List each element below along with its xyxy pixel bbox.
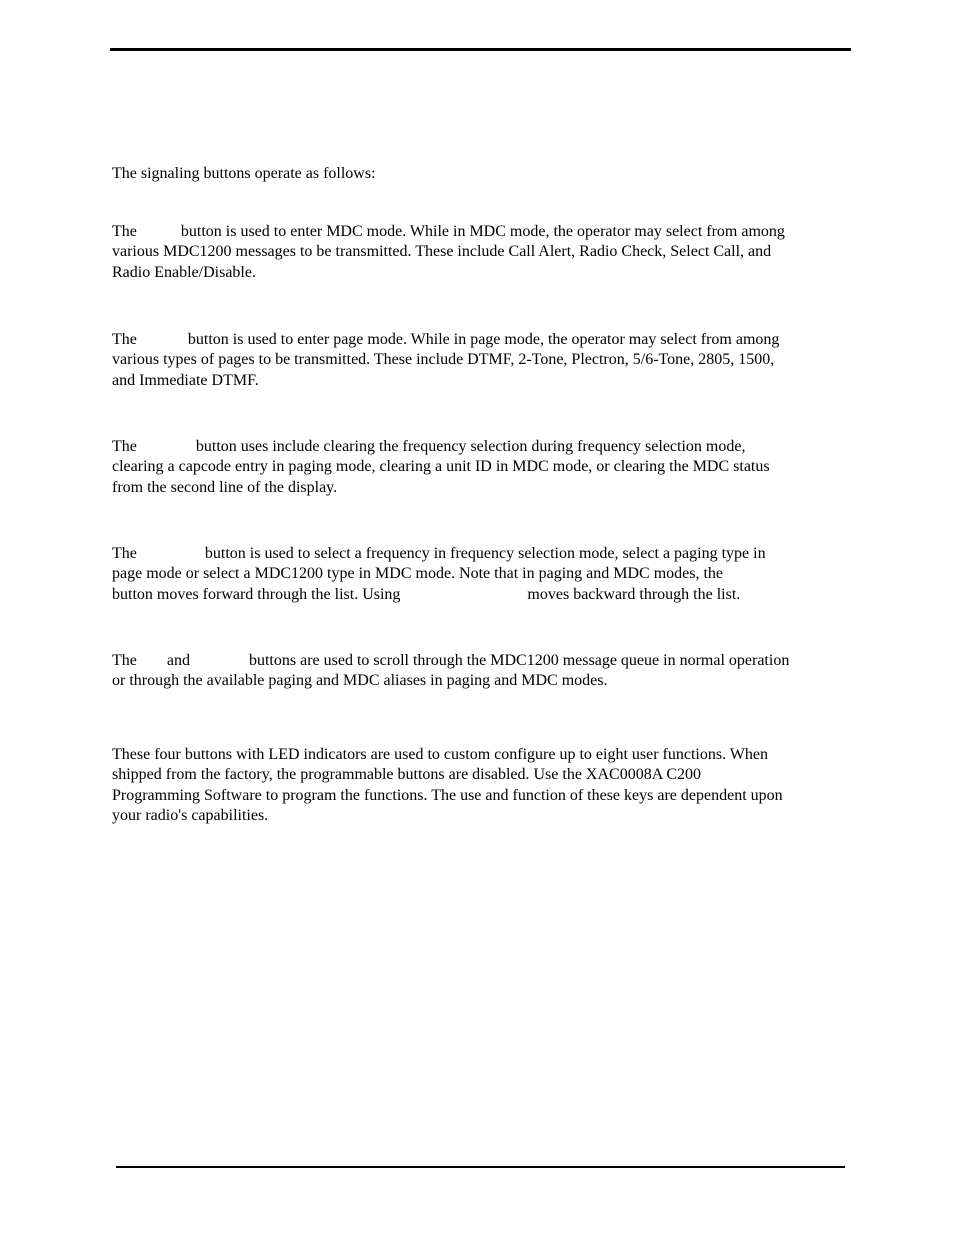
- clear-button-paragraph: The button uses include clearing the frequency selection during frequency selection mode, clearing a capcode entry in paging mode, clearing a unit ID in MDC mode, or clearing the MDC status from the second line of the display.: [112, 438, 770, 496]
- programmable-buttons-paragraph: These four buttons with LED indicators are used to custom configure up to eight user functions. When shipped from the factory, the programmable buttons are disabled. Use the XAC0008A C200 Programming Software to program the functions. The use and function of these keys are dependent upon your radio's capabilities.: [112, 746, 783, 824]
- intro-text: The signaling buttons operate as follows:: [112, 165, 376, 182]
- header-rule: [110, 48, 851, 51]
- mdc-button-paragraph: The button is used to enter MDC mode. While in MDC mode, the operator may select from among various MDC1200 messages to be transmitted. These include Call Alert, Radio Check, Select Call, and Radio Enable/Disable.: [112, 223, 785, 281]
- select-button-paragraph: The button is used to select a frequency in frequency selection mode, select a paging type in page mode or select a MDC1200 type in MDC mode. Note that in paging and MDC modes, the button moves forward through the list. Using moves backward through the list.: [112, 545, 766, 603]
- page-button-paragraph: The button is used to enter page mode. While in page mode, the operator may select from among various types of pages to be transmitted. These include DTMF, 2-Tone, Plectron, 5/6-Tone, 2805, 1500, and Immediate DTMF.: [112, 331, 780, 389]
- scroll-buttons-paragraph: The and buttons are used to scroll through the MDC1200 message queue in normal operation or through the available paging and MDC aliases in paging and MDC modes.: [112, 652, 790, 690]
- footer-rule: [116, 1166, 845, 1168]
